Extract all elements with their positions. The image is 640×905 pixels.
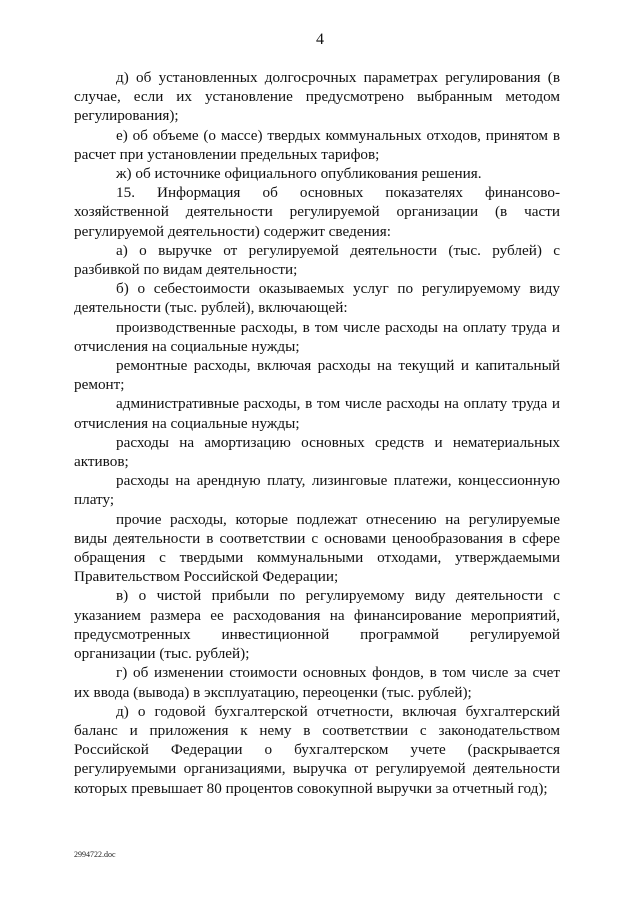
paragraph-item-e-waste-volume: е) об объеме (о массе) твердых коммунальных отходов, принятом в расчет при установлении предельных тарифов; [74,126,560,163]
page-number: 4 [316,31,324,48]
document-file-reference: 2994722.doc [74,850,116,859]
paragraph-administrative-costs: административные расходы, в том числе расходы на оплату труда и отчисления на социальные нужды; [74,395,560,432]
paragraph-item-d-long-term-params: д) об установленных долгосрочных параметрах регулирования (в случае, если их установление предусмотрено выбранным методом регулирования); [74,69,560,125]
paragraph-item-d-annual-accounts: д) о годовой бухгалтерской отчетности, включая бухгалтерский баланс и приложения к нему в соответствии с законодательством Российской Федерации о бухгалтерском учете (раскрывается регулируемыми организациями, выручка от регулируемой деятельности которых превышает 80 процентов совокупной выручки за отчетный год); [74,702,560,797]
paragraph-item-g-fixed-assets: г) об изменении стоимости основных фондов, в том числе за счет их ввода (вывода) в эксплуатацию, переоценки (тыс. рублей); [74,664,560,701]
paragraph-depreciation-costs: расходы на амортизацию основных средств и нематериальных активов; [74,433,560,471]
paragraph-rent-costs: расходы на арендную плату, лизинговые платежи, концессионную плату; [74,472,560,509]
paragraph-section-15-intro: 15. Информация об основных показателях финансово-хозяйственной деятельности регулируемой организации (в части регулируемой деятельности) содержит сведения: [74,184,560,240]
document-body [74,68,560,798]
paragraph-production-costs: производственные расходы, в том числе расходы на оплату труда и отчисления на социальные нужды; [74,318,560,355]
paragraph-item-zh-publication-source: ж) об источнике официального опубликования решения. [116,165,482,183]
paragraph-item-b-cost: б) о себестоимости оказываемых услуг по регулируемому виду деятельности (тыс. рублей), включающей: [74,280,560,317]
paragraph-other-costs: прочие расходы, которые подлежат отнесению на регулируемые виды деятельности в соответствии с основами ценообразования в сфере обращения с твердыми коммунальными отходами, утверждаемыми Правительством Российской Федерации; [74,510,560,586]
paragraph-item-a-revenue: а) о выручке от регулируемой деятельности (тыс. рублей) с разбивкой по видам деятельности; [74,241,560,279]
paragraph-repair-costs: ремонтные расходы, включая расходы на текущий и капитальный ремонт; [74,357,560,394]
paragraph-item-v-net-profit: в) о чистой прибыли по регулируемому виду деятельности с указанием размера ее расходования на финансирование мероприятий, предусмотренных инвестиционной программой регулируемой организации (тыс. рублей); [74,587,560,663]
